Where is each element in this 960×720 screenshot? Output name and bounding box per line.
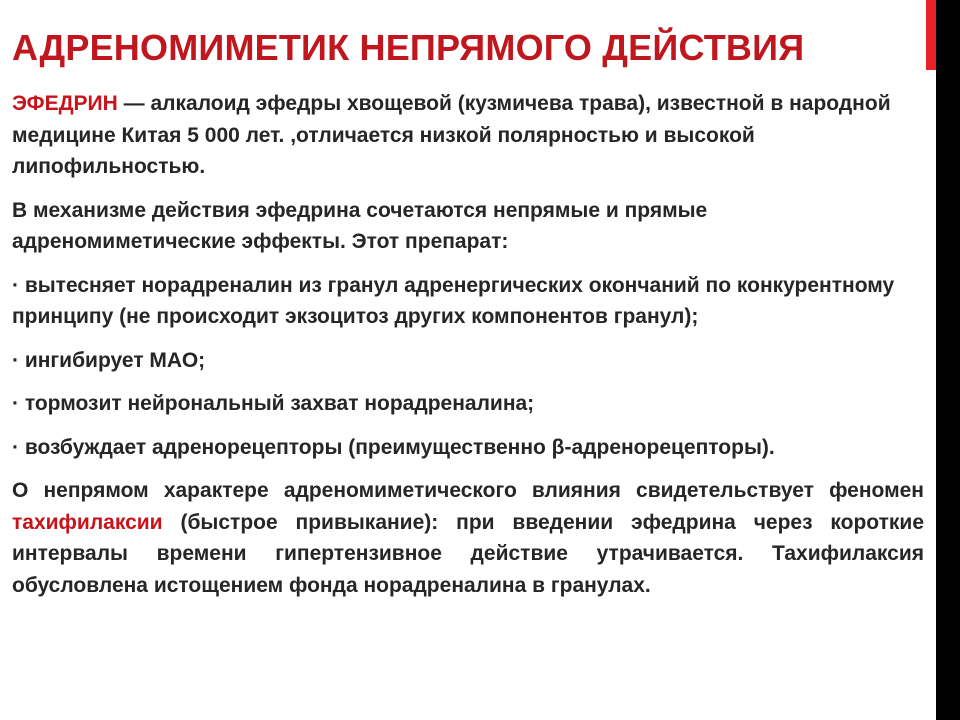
conclusion-text-start: О непрямом характере адреномиметического влияния свидетельствует феномен	[12, 479, 924, 502]
conclusion-paragraph	[12, 475, 924, 601]
intro-paragraph	[12, 88, 924, 183]
tachyphylaxis-term: тахифилаксии	[12, 510, 163, 534]
bullet-item: · тормозит нейрональный захват норадреналина;	[12, 392, 535, 415]
intro-text: — алкалоид эфедры хвощевой (кузмичева трава), известной в народной медицине Китая 5 000 лет. ,отличается низкой полярностью и высокой липофильностью.	[12, 92, 891, 178]
bullet-item: · ингибирует МАО;	[12, 348, 206, 372]
conclusion-text-end: (быстрое привыкание): при введении эфедрина через короткие интервалы времени гипертензивное действие утрачивается. Тахифилаксия обусловлена истощением фонда норадреналина в гранулах.	[12, 510, 924, 597]
side-accent-bar	[926, 0, 936, 70]
slide-body	[12, 88, 924, 613]
bullet-item: · возбуждает адренорецепторы (преимущественно β-адренорецепторы).	[12, 435, 775, 459]
bullet-item: · вытесняет норадреналин из гранул адренергических окончаний по конкурентному принципу (не происходит экзоцитоз других компонентов гранул);	[12, 273, 895, 328]
mechanism-paragraph: В механизме действия эфедрина сочетаются непрямые и прямые адреномиметические эффекты. Этот препарат:	[12, 198, 708, 253]
slide-title: АДРЕНОМИМЕТИК НЕПРЯМОГО ДЕЙСТВИЯ	[12, 27, 805, 68]
side-bar	[936, 0, 960, 720]
drug-name: ЭФЕДРИН	[12, 92, 118, 115]
